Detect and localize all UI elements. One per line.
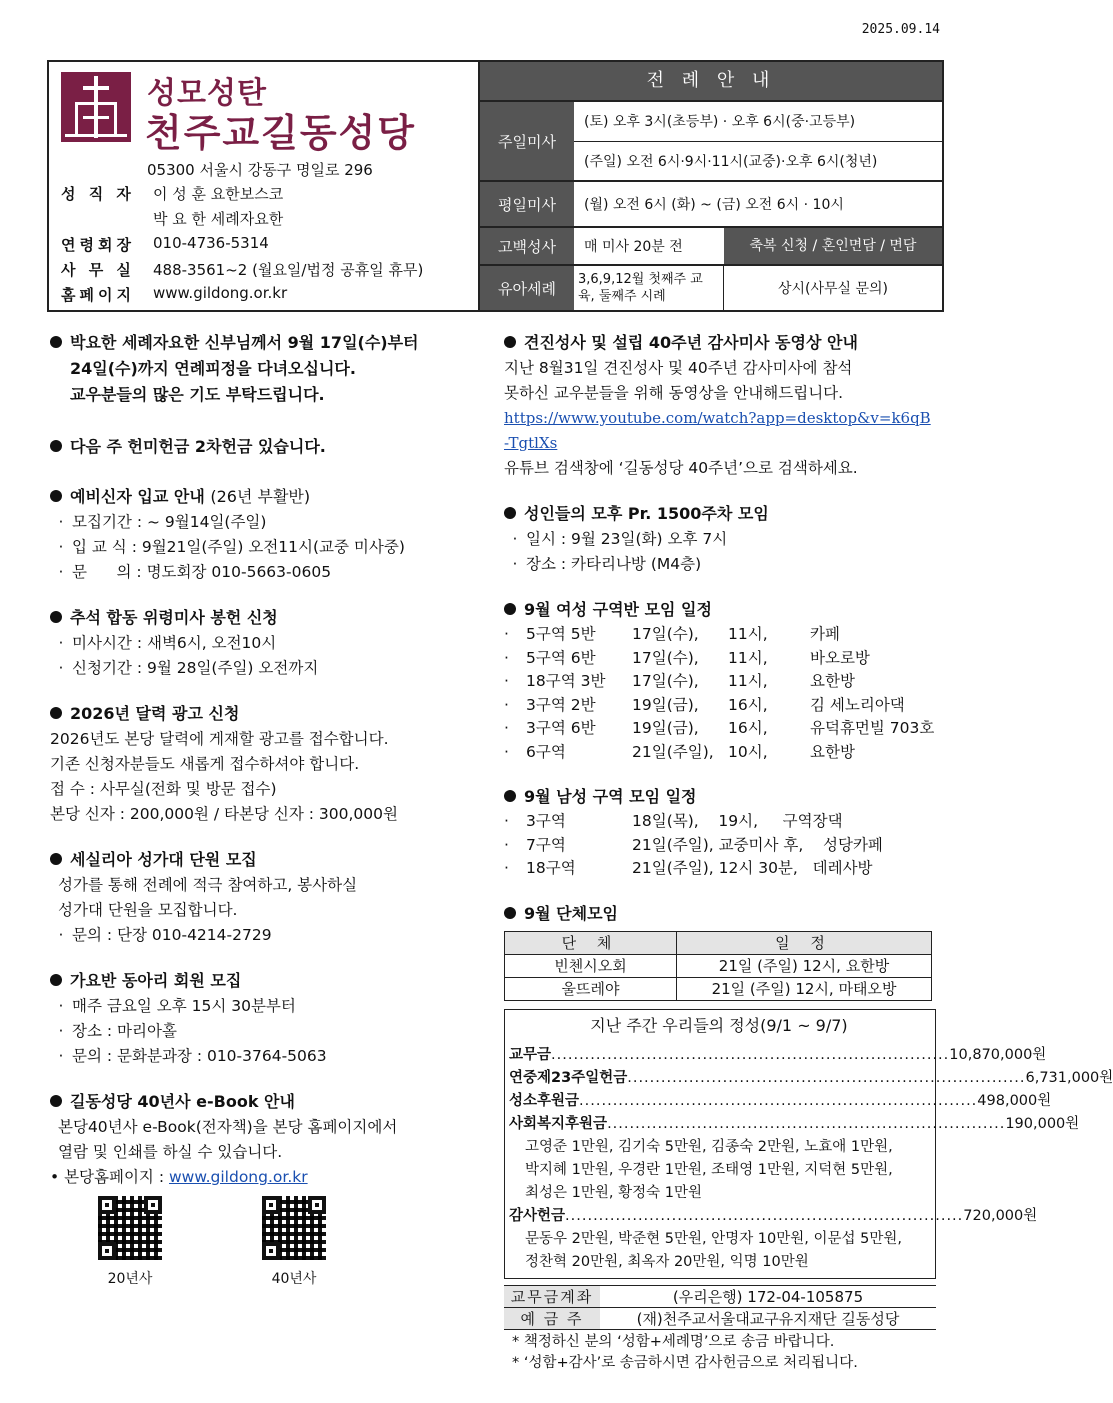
- group-name: 18구역: [526, 859, 576, 877]
- confession-value: 매 미사 20분 전: [584, 239, 683, 255]
- notice-line: 기존 신청자분들도 새롭게 접수하셔야 합니다.: [50, 755, 360, 773]
- notice-catechumen: 예비신자 입교 안내 (26년 부활반) · 모집기간 : ~ 9월14일(주일) · 입 교 식 : 9월21일(주일) 오전11시(교중 미사중) · 문 의 : 명도회장 010-5663-0605: [50, 484, 480, 585]
- link-label: • 본당홈페이지 :: [50, 1168, 165, 1186]
- notice-legion: 성인들의 모후 Pr. 1500주차 모임 · 일시 : 9월 23일(화) 오후 7시 · 장소 : 카타리나방 (M4층): [504, 501, 936, 577]
- notice-title: 견진성사 및 설립 40주년 감사미사 동영상 안내: [524, 333, 858, 352]
- notice-calendar-ad: [50, 701, 480, 827]
- qr-label: 40년사: [271, 1271, 317, 1287]
- notice-men-groups: [504, 784, 936, 881]
- account-holder: (재)천주교서울대교구유지재단 길동성당: [600, 1307, 936, 1329]
- church-logo-icon: [61, 72, 131, 142]
- notice-title: 추석 합동 위령미사 봉헌 신청: [70, 608, 278, 627]
- notice-line: 24일(수)까지 연례피정을 다녀오십니다.: [70, 359, 356, 378]
- notice-title: 예비신자 입교 안내: [70, 487, 205, 506]
- list-item: 장소 : 마리아홀: [72, 1022, 177, 1040]
- notice-line: 본당40년사 e-Book(전자책)을 본당 홈페이지에서: [58, 1118, 398, 1136]
- list-item: 입 교 식 : 9월21일(주일) 오전11시(교중 미사중): [72, 538, 405, 556]
- bullet-icon: [50, 707, 62, 719]
- notice-title: 세실리아 성가대 단원 모집: [70, 850, 257, 869]
- homepage-link[interactable]: www.gildong.or.kr: [169, 1168, 308, 1186]
- notice-line: 열람 및 인쇄를 하실 수 있습니다.: [58, 1143, 283, 1161]
- group-name: 3구역: [526, 812, 566, 830]
- table-header: 단 체: [505, 931, 677, 954]
- notice-title: 성인들의 모후 Pr. 1500주차 모임: [524, 504, 769, 523]
- notice-title: 9월 여성 구역반 모임 일정: [524, 600, 712, 619]
- donor-line: 문동우 2만원, 박준현 5만원, 안명자 10만원, 이문섭 5만원,: [525, 1230, 902, 1247]
- sunday-mass-1: (토) 오후 3시(초등부) · 오후 6시(중·고등부): [584, 114, 856, 131]
- youtube-link[interactable]: https://www.youtube.com/watch?app=desktop&v=k6qB-TgtlXs: [504, 409, 931, 452]
- bullet-icon: [50, 1095, 62, 1107]
- account-table: [504, 1285, 936, 1330]
- group-name: 7구역: [526, 835, 566, 854]
- title-small: 성모성탄: [147, 76, 267, 111]
- group-date: 17일(수),: [632, 672, 699, 690]
- notice-choir: 세실리아 성가대 단원 모집 성가를 통해 전례에 적극 참여하고, 봉사하실 성가대 단원을 모집합니다. · 문의 : 단장 010-4214-2729: [50, 847, 480, 948]
- parish-info: [49, 62, 480, 310]
- notice-line: 본당 신자 : 200,000원 / 타본당 신자 : 300,000원: [50, 805, 398, 823]
- group-name: 5구역 6반: [526, 648, 596, 667]
- group-date: 17일(수),: [632, 625, 699, 643]
- group-date: 19일(금),: [632, 719, 699, 737]
- group-name: 18구역 3반: [526, 672, 606, 690]
- notice-line: 성가대 단원을 모집합니다.: [58, 901, 238, 919]
- qr-20: [98, 1196, 162, 1288]
- group-name: 6구역: [526, 742, 566, 761]
- weekday-mass: (월) 오전 6시 (화) ~ (금) 오전 6시 · 10시: [584, 197, 844, 213]
- bullet-icon: [504, 790, 516, 802]
- info-row: [61, 208, 283, 229]
- group-time: 10시,: [728, 742, 768, 761]
- table-row: [505, 977, 932, 1000]
- bullet-icon: [504, 507, 516, 519]
- group-place: 유덕휴먼빌 703호: [810, 719, 935, 737]
- account-holder-label: 예 금 주: [504, 1307, 600, 1329]
- qr-label: 20년사: [107, 1271, 153, 1287]
- right-column: [504, 330, 1113, 1374]
- offering-row: 성소후원금 ....................................................................... 498,000원: [509, 1092, 1052, 1109]
- bullet-icon: [50, 974, 62, 986]
- notice-organizations: [504, 901, 936, 1001]
- group-time: 11시,: [728, 648, 768, 667]
- info-row: [61, 284, 287, 305]
- weekday-mass-row: [480, 180, 942, 226]
- notice-memorial-mass: 추석 합동 위령미사 봉헌 신청 · 미사시간 : 새벽6시, 오전10시 · 신청기간 : 9월 28일(주일) 오전까지: [50, 605, 480, 681]
- list-item: 모집기간 : ~ 9월14일(주일): [72, 513, 267, 531]
- bullet-icon: [50, 336, 62, 348]
- bulletin-header: [47, 60, 944, 312]
- table-row: [505, 954, 932, 977]
- group-place: 요한방: [810, 672, 855, 690]
- group-place: 카페: [810, 625, 840, 643]
- homepage-link[interactable]: www.gildong.or.kr: [153, 284, 288, 302]
- list-item: 신청기간 : 9월 28일(주일) 오전까지: [72, 659, 319, 677]
- baptism-row: [480, 264, 942, 310]
- offering-row: 감사헌금 ....................................................................... 720,000원: [509, 1207, 1038, 1224]
- notice-line: 못하신 교우분들을 위해 동영상을 안내해드립니다.: [504, 384, 844, 402]
- donor-line: 최성은 1만원, 황정숙 1만원: [525, 1184, 702, 1201]
- parish-title: 천주교길동성당: [145, 111, 416, 155]
- notice-collection: [50, 434, 480, 460]
- offering-row: 사회복지후원금 ....................................................................... 190,000원: [509, 1115, 1080, 1132]
- bullet-icon: [504, 603, 516, 615]
- qr-code-icon[interactable]: [98, 1196, 162, 1260]
- offerings-box: [504, 1009, 1113, 1279]
- table-cell: 21일 (주일) 12시, 요한방: [677, 954, 932, 977]
- notice-line: 지난 8월31일 견진성사 및 40주년 감사미사에 참석: [504, 359, 853, 377]
- group-detail: 21일(주일), 12시 30분, 데레사방: [632, 859, 873, 877]
- notice-retreat: [50, 330, 480, 408]
- organizations-table: [504, 931, 932, 1001]
- offerings-title: 지난 주간 우리들의 정성(9/1 ~ 9/7): [590, 1015, 848, 1035]
- notice-ebook: [50, 1089, 480, 1288]
- bullet-icon: [50, 490, 62, 502]
- notice-singing-club: 가요반 동아리 회원 모집 · 매주 금요일 오후 15시 30분부터 · 장소 : 마리아홀 · 문의 : 문화분과장 : 010-3764-5063: [50, 968, 480, 1069]
- offering-row: 교무금 ....................................................................... 10,870,000원: [509, 1046, 1047, 1063]
- mass-title: 전 례 안 내: [480, 62, 942, 100]
- account-number: (우리은행) 172-04-105875: [600, 1285, 936, 1307]
- group-date: 21일(주일),: [632, 742, 714, 761]
- notice-title: 다음 주 헌미헌금 2차헌금 있습니다.: [70, 437, 326, 456]
- transfer-note: * 책정하신 분의 ‘성함+세례명’으로 송금 바랍니다.: [512, 1333, 835, 1350]
- notice-line: 성가를 통해 전례에 적극 참여하고, 봉사하실: [58, 876, 358, 894]
- notice-line: 2026년도 본당 달력에 게재할 광고를 접수합니다.: [50, 730, 389, 748]
- bullet-icon: [50, 611, 62, 623]
- group-date: 17일(수),: [632, 648, 699, 667]
- table-cell: 21일 (주일) 12시, 마태오방: [677, 977, 932, 1000]
- bulletin-date: 2025.09.14: [861, 22, 940, 37]
- mass-schedule: [480, 62, 942, 310]
- sunday-mass-row: [480, 100, 942, 180]
- bullet-icon: [504, 907, 516, 919]
- group-detail: 18일(목), 19시, 구역장댁: [632, 812, 843, 830]
- notice-women-groups: [504, 597, 936, 764]
- notice-video: [504, 330, 936, 481]
- list-item: 장소 : 카타리나방 (M4층): [526, 555, 702, 573]
- notice-title: 가요반 동아리 회원 모집: [70, 971, 242, 990]
- transfer-note: * ‘성함+감사’로 송금하시면 감사헌금으로 처리됩니다.: [512, 1354, 858, 1371]
- sunday-mass-2: (주일) 오전 6시·9시·11시(교중)·오후 6시(청년): [574, 141, 942, 181]
- notice-line: 접 수 : 사무실(전화 및 방문 접수): [50, 780, 277, 798]
- baptism-label: 유아세례: [480, 266, 574, 310]
- list-item: 문의 : 단장 010-4214-2729: [72, 926, 272, 944]
- confession-row: [480, 226, 942, 264]
- bullet-icon: [50, 853, 62, 865]
- info-key: [61, 208, 153, 229]
- offering-row: 연중제23주일헌금 ....................................................................... 6,731,000원: [509, 1069, 1113, 1086]
- info-value: 박 요 한 세례자요한: [153, 210, 284, 228]
- sunday-label: 주일미사: [480, 102, 574, 180]
- info-value: 이 성 훈 요한보스코: [153, 185, 284, 203]
- notice-line: 유튜브 검색창에 ‘길동성당 40주년’으로 검색하세요.: [504, 459, 858, 477]
- notice-title: 9월 단체모임: [524, 903, 618, 923]
- list-item: 미사시간 : 새벽6시, 오전10시: [72, 634, 277, 652]
- notice-subtitle: (26년 부활반): [210, 487, 311, 506]
- group-name: 5구역 5반: [526, 625, 596, 643]
- group-time: 11시,: [728, 625, 768, 643]
- info-row: [61, 183, 283, 204]
- baptism-value: 3,6,9,12월 첫째주 교육, 둘째주 시례: [574, 266, 724, 310]
- notice-title: 9월 남성 구역 모임 일정: [524, 787, 697, 806]
- group-time: 16시,: [728, 719, 768, 737]
- donor-line: 정찬혁 20만원, 최옥자 20만원, 익명 10만원: [525, 1253, 809, 1270]
- list-item: 문 의 : 명도회장 010-5663-0605: [72, 563, 332, 581]
- info-value: 488-3561~2 (월요일/법정 공휴일 휴무): [153, 261, 424, 279]
- group-name: 3구역 2반: [526, 695, 596, 714]
- qr-40: [262, 1196, 326, 1288]
- blessing-label: 축복 신청 / 혼인면담 / 면담: [724, 228, 942, 264]
- bullet-icon: [50, 440, 62, 452]
- table-cell: 빈첸시오회: [505, 954, 677, 977]
- account-label: 교무금계좌: [504, 1285, 600, 1307]
- bullet-icon: [504, 336, 516, 348]
- weekday-label: 평일미사: [480, 182, 574, 226]
- counsel-value: 상시(사무실 문의): [777, 281, 889, 297]
- address: 05300 서울시 강동구 명일로 296: [147, 161, 373, 179]
- list-item: 매주 금요일 오후 15시 30분부터: [72, 997, 296, 1015]
- group-time: 16시,: [728, 695, 768, 714]
- donor-line: 박지혜 1만원, 우경란 1만원, 조태영 1만원, 지덕현 5만원,: [525, 1161, 893, 1178]
- group-place: 바오로방: [810, 648, 870, 667]
- women-schedule: · 5구역 5반 17일(수), 11시, 카페 · 5구역 6반 17일(수), 11시, 바오로방 · 18구역 3반 17일(수), 11시, 요한방 · 3구역 2반 19일(금), 16시, 김 세노리아댁 · 3구역 6반 19일(금), 16시, 유덕휴먼빌 703호 · 6구역 21일(주일), 10시, 요한방: [504, 623, 936, 764]
- info-key: 사 무 실: [61, 261, 135, 279]
- notice-line: 교우분들의 많은 기도 부탁드립니다.: [70, 385, 325, 404]
- list-item: 일시 : 9월 23일(화) 오후 7시: [526, 530, 728, 548]
- notice-line: 박요한 세례자요한 신부님께서 9월 17일(수)부터: [70, 333, 419, 352]
- qr-code-icon[interactable]: [262, 1196, 326, 1260]
- info-key: 성 직 자: [61, 185, 135, 203]
- group-place: 요한방: [810, 742, 855, 761]
- notice-title: 2026년 달력 광고 신청: [70, 704, 240, 723]
- group-name: 3구역 6반: [526, 719, 596, 737]
- group-date: 19일(금),: [632, 695, 699, 714]
- donor-line: 고영준 1만원, 김기숙 5만원, 김종숙 2만원, 노효애 1만원,: [525, 1138, 893, 1155]
- info-value: 010-4736-5314: [153, 234, 269, 252]
- table-cell: 울뜨레야: [505, 977, 677, 1000]
- info-key: 연령회장: [61, 236, 135, 254]
- group-place: 김 세노리아댁: [810, 695, 905, 714]
- info-key: 홈페이지: [61, 286, 135, 304]
- group-time: 11시,: [728, 672, 768, 690]
- notice-title: 길동성당 40년사 e-Book 안내: [70, 1092, 295, 1111]
- men-schedule: · 3구역 18일(목), 19시, 구역장댁 · 7구역 21일(주일), 교중미사 후, 성당카페 · 18구역 21일(주일), 12시 30분, 데레사방: [504, 810, 936, 881]
- info-row: [61, 259, 423, 280]
- confession-label: 고백성사: [480, 228, 574, 264]
- list-item: 문의 : 문화분과장 : 010-3764-5063: [72, 1047, 327, 1065]
- group-detail: 21일(주일), 교중미사 후, 성당카페: [632, 835, 883, 854]
- table-header: 일 정: [677, 931, 932, 954]
- left-column: [50, 330, 480, 1308]
- info-row: [61, 234, 269, 255]
